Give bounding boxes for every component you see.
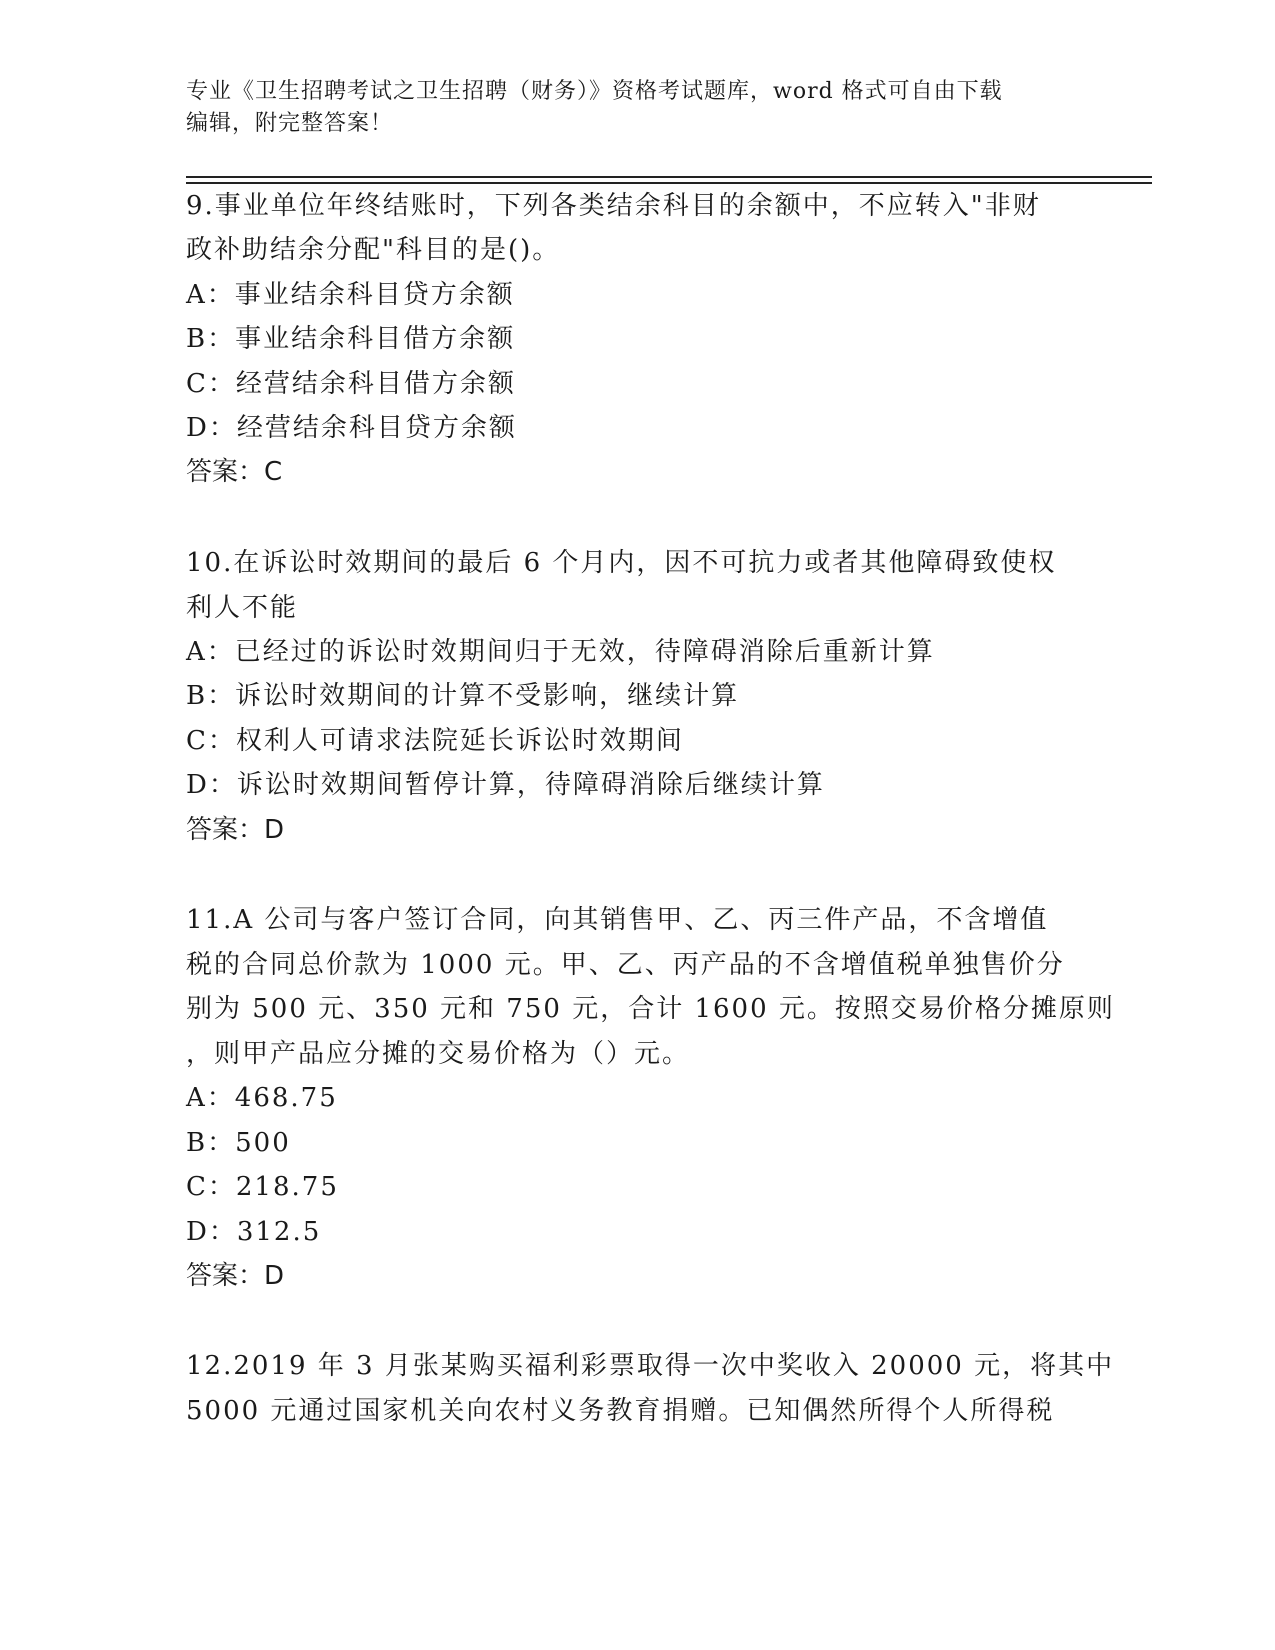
header-divider-bottom — [186, 182, 1152, 184]
question-12-stem-line-2: 5000 元通过国家机关向农村义务教育捐赠。已知偶然所得个人所得税 — [186, 1396, 1055, 1426]
question-9-option-a: A：事业结余科目贷方余额 — [186, 280, 515, 310]
question-9-stem-line-1: 9.事业单位年终结账时，下列各类结余科目的余额中，不应转入"非财 — [186, 191, 1041, 221]
question-11-stem-line-4: ，则甲产品应分摊的交易价格为（）元。 — [186, 1039, 691, 1069]
question-10-stem-line-1: 10.在诉讼时效期间的最后 6 个月内，因不可抗力或者其他障碍致使权 — [186, 548, 1057, 578]
question-11-option-b: B：500 — [186, 1128, 291, 1158]
question-12-stem-line-1: 12.2019 年 3 月张某购买福利彩票取得一次中奖收入 20000 元，将其中 — [186, 1351, 1115, 1381]
question-11-answer: 答案：D — [186, 1261, 285, 1291]
question-9-option-b: B：事业结余科目借方余额 — [186, 324, 516, 354]
question-11-option-a: A：468.75 — [186, 1083, 338, 1113]
question-10-answer: 答案：D — [186, 815, 285, 845]
header-line-2: 编辑，附完整答案！ — [186, 111, 394, 136]
question-9-answer: 答案：C — [186, 457, 283, 487]
question-9-stem-line-2: 政补助结余分配"科目的是()。 — [186, 235, 561, 265]
question-10-option-a: A：已经过的诉讼时效期间归于无效，待障碍消除后重新计算 — [186, 637, 935, 667]
question-10-option-d: D：诉讼时效期间暂停计算，待障碍消除后继续计算 — [186, 770, 825, 800]
question-11-option-d: D：312.5 — [186, 1217, 322, 1247]
question-11-option-c: C：218.75 — [186, 1172, 339, 1202]
question-11-stem-line-2: 税的合同总价款为 1000 元。甲、乙、丙产品的不含增值税单独售价分 — [186, 950, 1065, 980]
question-10-option-c: C：权利人可请求法院延长诉讼时效期间 — [186, 726, 684, 756]
header-line-1: 专业《卫生招聘考试之卫生招聘（财务）》资格考试题库，word 格式可自由下载 — [186, 79, 1003, 104]
header-divider-top — [186, 176, 1152, 178]
question-11-stem-line-3: 别为 500 元、350 元和 750 元，合计 1600 元。按照交易价格分摊原则 — [186, 994, 1115, 1024]
document-header — [186, 76, 1066, 140]
question-10-stem-line-2: 利人不能 — [186, 593, 299, 623]
question-11-stem-line-1: 11.A 公司与客户签订合同，向其销售甲、乙、丙三件产品，不含增值 — [186, 905, 1049, 935]
question-10-option-b: B：诉讼时效期间的计算不受影响，继续计算 — [186, 681, 740, 711]
question-9-option-c: C：经营结余科目借方余额 — [186, 369, 516, 399]
question-9-option-d: D：经营结余科目贷方余额 — [186, 413, 517, 443]
